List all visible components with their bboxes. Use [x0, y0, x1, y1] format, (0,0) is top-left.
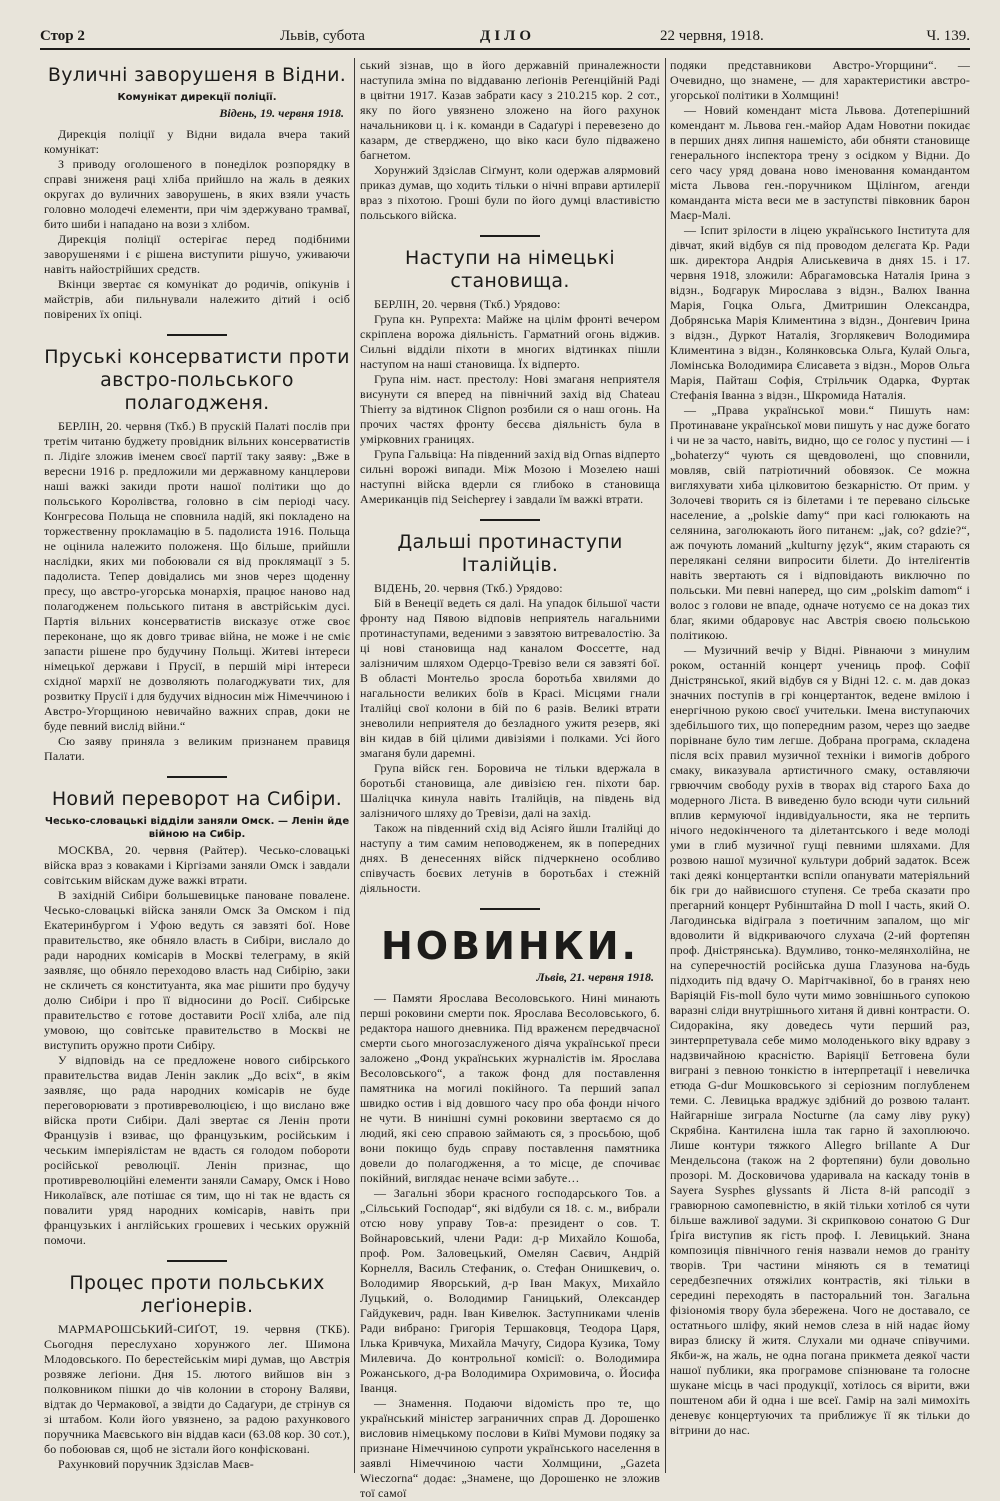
article-paragraph: Хорунжий Здзіслав Сіґмунт, коли одержав алярмовий приказ думав, що ходить тільки о нічні вправи артилерії враз з піхотою. Гроші були по його думці властивістю польського війска.	[360, 163, 660, 222]
dateline: Львів, 21. червня 1918.	[536, 970, 654, 984]
article-paragraph: Група війск ген. Боровича не тільки вдержала в боротьбі становища, але дивізією ген. піхоти бар. Шаліцчка кинула навіть Італійців, на південь від залізничого шляху до Тревізи, далі на захід.	[360, 761, 660, 820]
article-paragraph: — „Права української мови.“ Пишуть нам: Протинаване української мови пишуть у нас дуже богато і чи не за часто, навіть, видно, що се голос у пустині — і „bohaterzy“ чують ся щевдоволені, що сповнили, мовляв, свій патріотичний обовязок. Се можна вигляхувати хиба цілковитою безкарністю. От прим. у Золочеві творить ся із білетами і те перевано сільське население, а „polskie damy“ при касі голюкають на селянина, заголюкають його питанєм: „jak, co? gdzie?“, аж почують ломаний „kulturny język“, яким старають ся перелякані селяни випросити білети. До інтеліґентів навіть звертають ся і відповідають виключно по польськи. Ми певні наперед, що сим „polskim damom“ і волос з голови не впаде, одначе нотуємо се на доказ тих благ, якими обдаровує нас Австрія своєю польською політикою.	[670, 403, 970, 642]
article-paragraph: — Памяти Ярослава Весоловського. Нині минають перші роковини смерти пок. Ярослава Весоловського, б. редактора нашого дневника. Під враженєм передвчасної смерти сього многозаслуженого діяча української преси заложено „Фонд українських журналістів ім. Ярослава Весоловського“, а також фонд для поставлення памятника на могилі покійного. Та перший запал швидко остив і від довшого часу про оба фонди нічого не чути. В нинішні сумні роковини звертаємо ся до людий, які сею справою займають ся, з просьбою, щоб вони покищо будь справу поставлення памятника довели до полагодження, а то місце, де спочиває покійний, виглядає неначе всіми забуте…	[360, 991, 660, 1185]
headline-legion-trial: Процес проти польських леґіонерів.	[69, 1272, 325, 1317]
masthead	[40, 22, 970, 50]
article-paragraph: — Знамення. Подаючи відомість про те, що український міністер заграничних справ Д. Дорошенко висловив німецькому послови в Київі Мумови подяку за признане Німеччиною супроти українського населення в заявлі Німеччиною части Холмщини, „Gazeta Wieczorna“ додає: „Знамене, що Дорошенко не зложив тої самої	[360, 1396, 660, 1500]
article-paragraph: Також на південний схід від Асіяго йшли Італійці до наступу а тим самим неповодженем, як в попередних днях. В денесеннях війск підчеркнено особливо співучасть боєвих летунів в боротьбах і стежній діяльности.	[360, 821, 660, 895]
place-day: Львів, субота	[280, 28, 365, 44]
dateline: Відень, 19. червня 1918.	[219, 106, 344, 120]
article-paragraph: Рахунковий поручник Здзіслав Маєв-	[58, 1457, 254, 1471]
headline-vienna-riots: Вуличні заворушеня в Відни.	[47, 64, 347, 86]
article-paragraph: БЕРЛІН, 20. червня (Ткб.) Урядово:	[374, 297, 561, 311]
article-paragraph: ВІДЕНЬ, 20. червня (Ткб.) Урядово:	[374, 581, 563, 595]
section-title-news: НОВИНКИ.	[381, 924, 639, 968]
issue-date: 22 червня, 1918.	[660, 28, 764, 44]
headline-german-positions: Наступи на німецькі становища.	[405, 247, 615, 292]
article-paragraph: З приводу оголошеного в понеділок розпорядку в справі зниженя раці хліба прийшло на жаль в деяких округах до вуличних заворушень, в яких взяли участь головно молодечі елементи, при чім здержувано трамваї, бито шиби і нападано на вози з хлібом.	[44, 157, 350, 231]
article-paragraph: Група нім. наст. престолу: Нові змаганя неприятеля висунути ся вперед на північний захід від Chateau Thierry за відтинок Clignon розбили ся о наш огонь. На прочих частях фронту бесєва діяльність була в умірковних границях.	[360, 372, 660, 446]
headline-siberia: Новий переворот на Сибіри.	[51, 788, 343, 810]
article-paragraph: БЕРЛІН, 20. червня (Ткб.) В прускій Палаті послів при третім читаню буджету провідник вільних консерватистів п. Лідіґе зложив іменем своєї партії таку заяву: „Вже в вересни 1916 р. предложили ми державному канцлерови наші важкі закиди проти нашої політики що до польського Королівства, головно в сім періоді часу. Конгресова Польща не сповнила надій, які покладено на торжественну прокламацію в 5. падолиста 1916. Польща не оцінила належито положеня. Що більше, прийшли наслідки, яких ми побоювали ся від проклямації з 5. падолиста. Тепер довідались ми знов через щоденну пресу, що австро-угорська монархія, працює наново над полагодженем польського питаня в австрійськім дусі. Партія вільних консерватистів висказує отже своє переконане, що як довго триває війна, не може і не сміє запасти рішене про будучину Польщі. Житеві інтереси німецької держави і Прусії, в першій мірі інтереси східної мархії не дозволяють полагоджувати тих, для розвитку Прусії і для будучих відносин між Німеччиною і Австро-Угорщиною невичайно важних справ, доки не буде певний вислід війни.“	[44, 419, 350, 733]
headline-italian-counterattacks: Дальші протинаступи Італійців.	[397, 531, 623, 576]
article-paragraph: Група Гальвіца: На південний захід від Ornas відперто сильні ворожі випади. Між Мозою і Мозелею наші наступні війска вдерли ся глибоко в становища Американців під Seicheprey і завдали їм важкі втрати.	[360, 447, 660, 506]
article-paragraph: Сю заяву приняла з великим признанем правиця Палати.	[44, 734, 350, 763]
divider	[167, 776, 227, 778]
subheading: Комунікат дирекції поліції.	[117, 92, 277, 103]
article-paragraph: подяки представникови Австро-Угорщини“. — Очевидно, що знамене, — для характеристики австро-угорської політики в Холмщині!	[670, 58, 970, 102]
article-paragraph: Дирекція поліції у Відни видала вчера такий комунікат:	[44, 127, 350, 156]
newspaper-title: ДІЛО	[480, 28, 536, 44]
article-paragraph: Група кн. Рупрехта: Майже на цілім фронті вечером скріплена ворожа діяльність. Гарматний огонь віджив. Сильні відділи піхоти в многих відтинках пішли наступом на наші становища. Їх відперто.	[360, 312, 660, 371]
article-paragraph: В західній Сибіри большевицьке пановане повалене. Чесько-словацькі війска заняли Омск За Омском і під Екатеринбургом і Уфою ведуть ся завзяті бої. Нове правительство, яке обняло власть в Сибіри, вислало до ради народних комісарів в Москві телеграму, в якій заявляє, що обняло переходово власть над Сибірію, заки не скличеть ся конституанта, яка має рішити про будучу долю Сибіри і про її відносини до Росії. Сибірське правительство є готове доставити Росії хліба, але під умовою, що совітське правительство в Москві не виступить оружно проти Сибіру.	[44, 888, 350, 1052]
divider	[167, 1260, 227, 1262]
article-paragraph: — Загальні збори красного господарського Тов. а „Сільський Господар“, які відбули ся 18. с. м., вибрали отсю нову управу Тов-а: президент о сов. Т. Войнаровський, члени Ради: д-р Михайло Кошоба, проф. Ром. Заловецький, Омелян Саєвич, Андрій Корнелля, Василь Стефаник, о. Стефан Онишкевич, о. Володимир Яворський, д-р Іван Макух, Михайло Луцький, о. Володимир Ганицький, Олександер Гайдукевич, радн. Іван Кивелюк. Заступниками членів Ради вибрано: Григорія Тершаковця, Теодора Царя, Ілька Кривчука, Михайла Мачуґу, Сидора Кузика, Тому Милевича. До контрольної комісії: о. Володимира Рожанського, д-ра Володимира Охримовича, о. Йосифа Іванця.	[360, 1186, 660, 1395]
article-paragraph: ський зізнав, що в його державній приналежности наступила зміна по віддаваню леґіонів Реґенційній Раді в цвітни 1917. Казав забрати касу з 210.215 кор. 2 сот., яку по його увязнено зложено на його рахунок начальникови ц. і к. команди в Садаґурі і перевезено до казарм, де стверджено, що віко каси було підважено багнетом.	[360, 58, 660, 162]
article-paragraph: Вкінци звертає ся комунікат до родичів, опікунів і майстрів, аби пильнували належито дітий і осіб повірених їх опіці.	[44, 277, 350, 321]
article-paragraph: Бій в Венеції ведеть ся далі. На упадок більшої части фронту над Пявою відповів неприятель нагальними протинаступами, веденими з завзятою витревалостію. За ці нові становища над каналом Фоссетте, над залізничим шляхом Одерцо-Тревізо вели ся завзяті бої. В області Монтельо зросла боротьба хвилями до нагальности великих боїв в Красі. Місцями гнали Італійці свої колони в бій по 6 разів. Великі втрати зневолили неприятеля до безладного ужитя резерв, які він кидав в бій цілими дивізіями і полками. Усі його змаганя були даремні.	[360, 596, 660, 760]
article-paragraph: — Іспит зрілости в ліцею українського Інститута для дівчат, який відбув ся під проводом делєгата Кр. Ради шк. директора Андрія Алиськевича в днях 15. і 17. червня 1918, зложили: Абрагамовська Наталія Ірина з відзн., Бодгарук Мирославa з відзн., Валюх Іванна Марія, Гоцка Ольга, Дмитришин Олександра, Добрянська Марія Климентина з відзн., Донґевич Ірина з відзн., Дуркот Наталія, Згорлякевич Володимира Климентина з відзн., Колянковська Ольга, Кулай Ольга, Ломінська Володимира Єлисавета з відзн., Моров Ольга Марія, Пайташ Софія, Стрільчик Одарка, Фуртак Стефанія Іванна з відзн., Шкромида Наталія.	[670, 223, 970, 402]
article-paragraph: МОСКВА, 20. червня (Райтер). Чесько-словацькі війска враз з коваками і Кіргізами заняли Омск і завдали совітським війскам дуже важкі втрати.	[44, 843, 350, 887]
divider	[480, 908, 540, 910]
subheading: Чесько-словацькі відділи заняли Омск. — Ленін йде війною на Сибір.	[44, 816, 350, 840]
page-number: Стор 2	[40, 28, 85, 44]
column-3	[670, 58, 970, 1478]
column-1	[44, 58, 350, 1478]
article-paragraph: Дирекція поліції остерігає перед подібними заворушенями і є рішена виступити рішучо, уживаючи навіть найострійших средств.	[44, 232, 350, 276]
divider	[480, 519, 540, 521]
column-rule	[354, 58, 355, 1473]
article-paragraph: — Музичний вечір у Відні. Рівнаючи з минулим роком, останній концерт учениць проф. Софії Дністрянської, який відбув ся у Відні 12. с. м. дав доказ значних поступів в грі концертанток, ведене вмілою і енергічною рукою своєї учительки. Імена виступаючих здебільшого тих, що попередним разом, через що заедве порівнане було тим легше. Добрана програма, складена після всіх правил музичної техніки і вимогів доброго смаку, виказувала артистичного смаку, оставляючи грвюччим свободу рухів в творах від старого Баха до модерного Ліста. В виведеню було всюди чути сильний вплив кермуючої індивідуальности, яка не терпить нічого недокінченого та ділетантського і веде молоді уми в глиб музичної гущі певними шляхами. Для розвою нашої музичної культури добрий задаток. Всеж такі деякі концертантки вспіли опанувати матеріяльний бік гри до найвисшого ступеня. Се треба сказати про прегарний концерт Рубінштайна D moll І часть, який О. Лагодинська відіграла з поетичним запалом, що міг вдоволити й відкриваючого слухача (2-ий фортепян проф. Дністрянська). Вдумливо, тонко-мелянхолійна, не на суперечностій російська душа Глазунова на-будь підходить під вдачу О. Марітчаківної, бо в гранях нею Варіяцій Fis-moll було чути мимо зовнішнього супокою варазні сліди внутрішнього хитаня й дивні контрасти. О. Сидоракіна, яку доведесь чути перший раз, зинтерпретувала себе мимо молоденького віку вдраву з надзвичайною красністю. Варіяції Бетговена були виграні з певною тонкістю в інтерпретації і невеличка етюда G-dur Мошковського зі серіозним поглубленем теми. С. Левицька враджує здібний до розвою талант. Найгарніше зиграла Nocturne (ла саму ліву руку) Скрябіна. Кантилєна ішла так гарно й захоплюючо. Лише контури тяжкого Allegro brillante A Dur Мендельсона (також на 2 фортепяни) були довольно прозорі. М. Досковичова ударивала на каскаду тонів в Sayera Sysphes glyssants й Ліста 8-ій рапсодії з гравюрною самопевністю, в якій тільки хотілоб ся чути більше важливої задуми. Зі скрипковою сонатою G Dur Ґріґа виступив як гість проф. І. Левицький. Знана композиція північного генія назвали немов до граніту творів. Три частини міняють ся в тематиці середбезпечних отяжілих контрастів, які тільки в середині переходять в пасторальний тон. Загальна фізіономія твору була збережена. Чого не доставало, се остатнього шліфу, який немов слеза в ній надає йому вираз блиску й житя. Слухали ми одначе співучими. Якби-ж, на жаль, не одна погана прикмета деякої части нашої публики, яка програмове спізнюване та голосне шукане місць в часі продукції, хотілось ся вірити, вжи поштеном аби й одна і ше всеї. Гамір на залі мимохіть деневує концертуючих та приближує її як тільки до вітрини до нас.	[670, 643, 970, 1437]
headline-prussian-conservatives: Пруські консерватисти проти австро-польського полагодженя.	[44, 346, 350, 414]
column-rule	[665, 58, 666, 1473]
article-paragraph: МАРМАРОШСЬКИЙ-СИҐОТ, 19. червня (ТКБ). Сьогодня переслухано хорунжого леґ. Шимона Млодовського. По берестейськім мирі думав, що Австрія розвяже леґіони. Дня 15. лютого вийшов він з полковником пішки до чів колонии в сторону Валяви, відтак до Чермакової, а звідти до Садаґури, де стрінув ся зі штабом. Коли його увязнено, за радою рахункового поручника Маєвського він віддав каси (63.08 кор. 30 сот.), бо побоював ся, щоб не зістали його конфісковані.	[44, 1322, 350, 1456]
issue-number: Ч. 139.	[926, 28, 970, 44]
column-2	[360, 58, 660, 1500]
divider	[167, 334, 227, 336]
article-paragraph: У відповідь на се предложене нового сибірського правительства видав Ленін заклик „До всіх“, в якім заявляє, що рада народних комісарів не буде переговорювати з противреволюцією, і що вислано вже війска проти Сибіри. Далі звертає ся Ленін проти Французів і взиває, що французьким, російським і чеським імперіялістам не вдасть ся голодом побороти російської революції. Ленін признає, що противреволюційні елементи заняли Самару, Омск і Ново Николаївск, але потішає ся тим, що ні так не вдасть ся повалити уряд народних комісарів, навіть при французьких і англійських грошевих і чеських оружній помочи.	[44, 1053, 350, 1247]
article-paragraph: — Новий комендант міста Львова. Дотеперішний комендант м. Львова ген.-майор Адам Новотни покидає в перших днях липня нашемісто, аби обняти становище генерального інспектора трену з осідком у Відни. До сего часу уряд дована ново іменовання командантом міста Львова ген.-поручником Щілінґом, агенди команданта міста веси ме в заступстві півковник барон Маєр-Малі.	[670, 103, 970, 222]
divider	[480, 235, 540, 237]
